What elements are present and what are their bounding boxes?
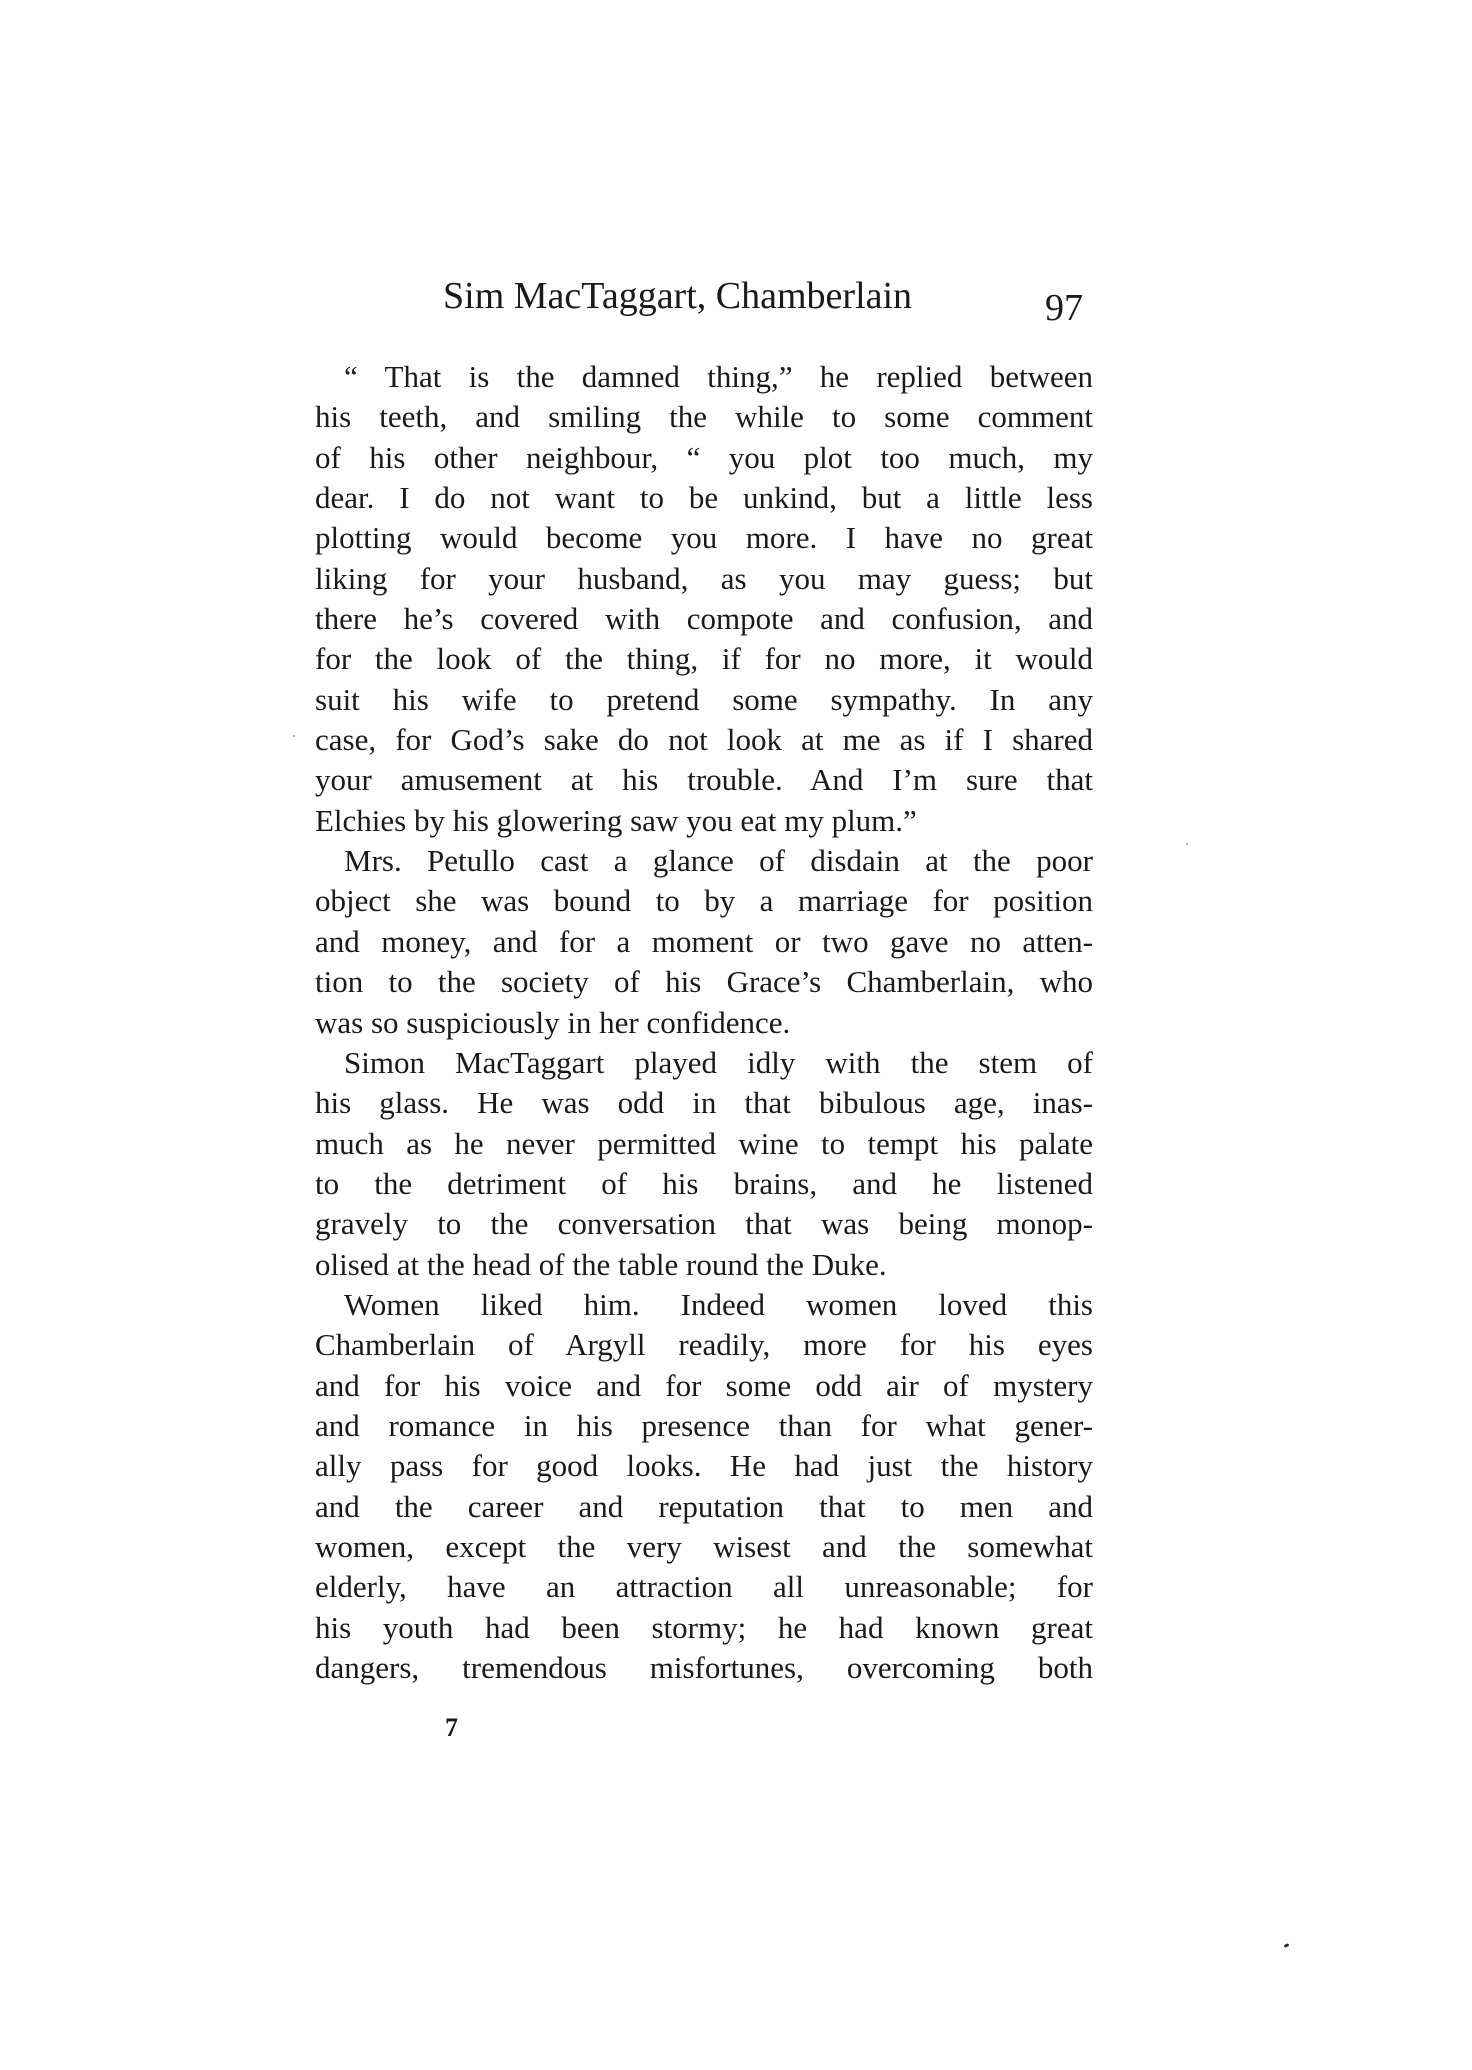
text-line: and money, and for a moment or two gave no atten- [315,923,1093,959]
text-line: and romance in his presence than for what gener- [315,1407,1093,1443]
text-line: ally pass for good looks. He had just the history [315,1448,1093,1484]
text-line: suit his wife to pretend some sympathy. In any [315,681,1093,717]
text-line: to the detriment of his brains, and he listened [315,1165,1093,1201]
text-line: and the career and reputation that to men and [315,1488,1093,1524]
text-line: was so suspiciously in her confidence. [315,1004,791,1040]
text-line: “ That is the damned thing,” he replied between [344,359,1093,394]
text-line: for the look of the thing, if for no more, it would [315,641,1093,677]
page-header [443,272,1093,332]
text-line: olised at the head of the table round the Duke. [315,1246,887,1282]
text-line: Chamberlain of Argyll readily, more for his eyes [315,1327,1093,1363]
text-line: elderly, have an attraction all unreasonable; for [315,1569,1093,1605]
text-line: Mrs. Petullo cast a glance of disdain at the poor [344,843,1093,879]
text-line: Elchies by his glowering saw you eat my plum.” [315,802,917,838]
text-line: liking for your husband, as you may guess; but [315,560,1093,596]
text-line: much as he never permitted wine to tempt his palate [315,1125,1093,1161]
text-line: and for his voice and for some odd air of mystery [315,1367,1093,1403]
running-head: Sim MacTaggart, Chamberlain [443,275,913,317]
text-line: his glass. He was odd in that bibulous age, inas- [315,1085,1093,1121]
text-line: there he’s covered with compote and confusion, and [315,601,1093,637]
ink-speck [293,735,295,737]
body-text [315,357,1093,1688]
ink-speck [1284,1943,1290,1948]
text-line: object she was bound to by a marriage for position [315,883,1093,919]
text-line: dear. I do not want to be unkind, but a little less [315,480,1093,516]
text-line: Simon MacTaggart played idly with the stem of [344,1044,1093,1080]
text-line: plotting would become you more. I have no great [315,520,1093,556]
text-line: his youth had been stormy; he had known great [315,1609,1093,1645]
text-line: gravely to the conversation that was being monop- [315,1206,1093,1242]
signature-mark: 7 [445,1713,458,1742]
text-line: case, for God’s sake do not look at me as if I shared [315,722,1093,758]
text-line: tion to the society of his Grace’s Chamberlain, who [315,964,1093,1000]
page-number: 97 [1045,287,1083,329]
text-line: of his other neighbour, “ you plot too much, my [315,439,1093,475]
text-line: women, except the very wisest and the somewhat [315,1528,1093,1564]
text-line: your amusement at his trouble. And I’m sure that [315,762,1093,798]
text-line: Women liked him. Indeed women loved this [344,1286,1093,1322]
text-line: his teeth, and smiling the while to some comment [315,399,1093,435]
ink-speck [1186,843,1188,845]
text-line: dangers, tremendous misfortunes, overcoming both [315,1650,1093,1685]
